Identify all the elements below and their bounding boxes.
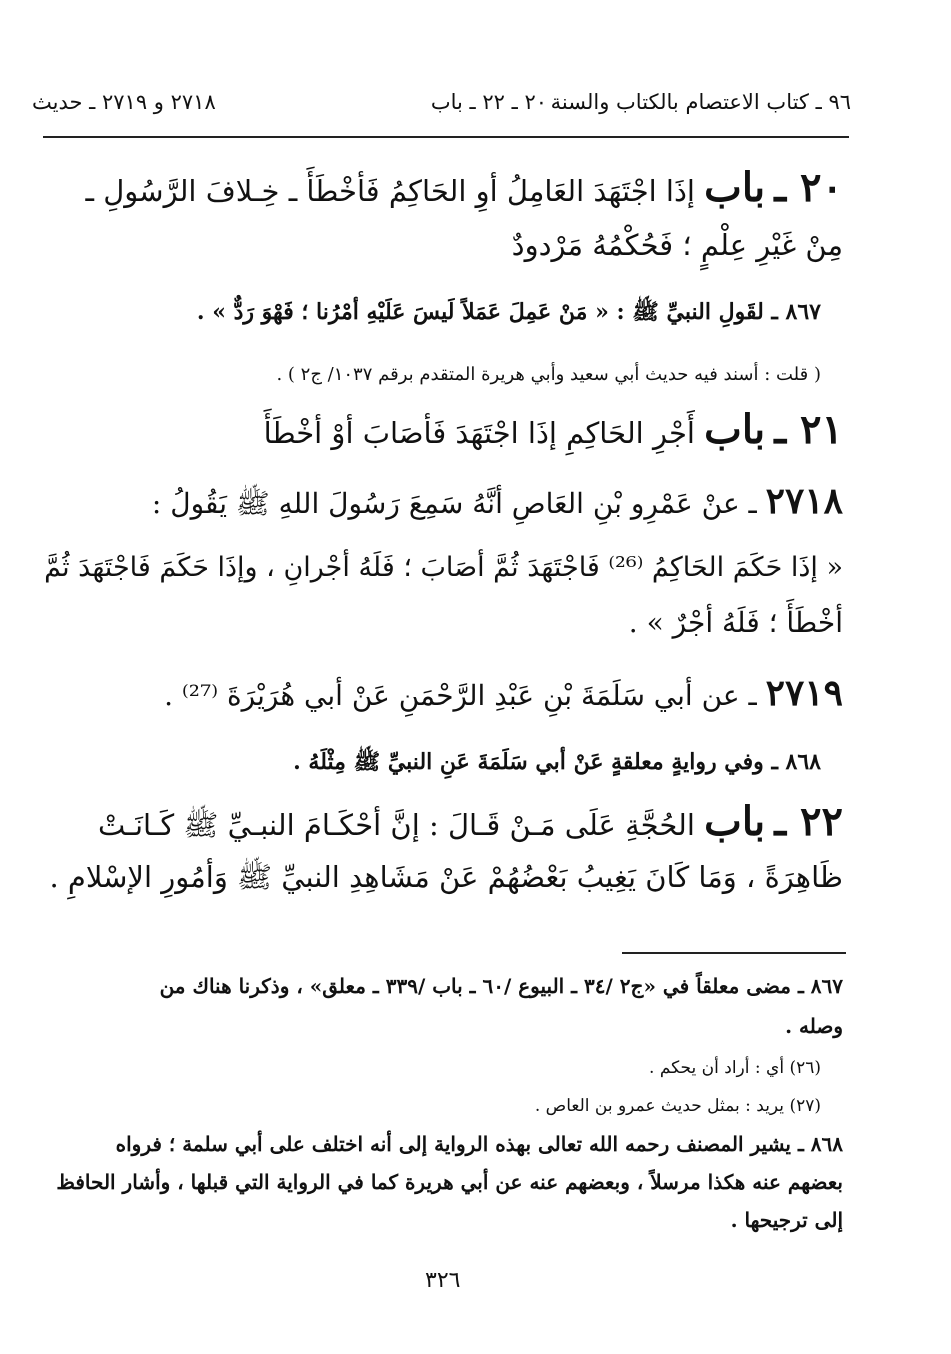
chapter-keyword: باب [704, 798, 766, 845]
note-868: ٨٦٨ ـ وفي روايةٍ معلقةٍ عَنْ أبي سَلَمَةَ عَنِ النبيِّ ﷺ مِثْلَهُ . [293, 749, 821, 775]
hadith-2718-line-2: « إذَا حَكَمَ الحَاكِمُ ⁽²⁶⁾ فَاجْتَهَدَ ثُمَّ أصَابَ ؛ فَلَهُ أجْرانِ ، وإذَا حَكَمَ فَاجْتَهَدَ ثُمَّ [44, 552, 843, 583]
page-number: ٣٢٦ [425, 1268, 461, 1293]
hadith-2719 [164, 672, 843, 714]
hadith-2718-intro [152, 480, 843, 527]
chapter-title: إذَا اجْتَهَدَ العَامِلُ أوِ الحَاكِمُ فَأخْطَأَ ـ خِـلافَ الرَّسُولِ ـ [85, 174, 695, 208]
chapter-22-title-continued: ظَاهِرَةً ، وَمَا كَانَ يَغِيبُ بَعْضُهُمْ عَنْ مَشَاهِدِ النبيِّ ﷺ وَأمُورِ الإسْلامِ . [49, 860, 843, 894]
footnote-868-line-3: إلى ترجيحها . [730, 1208, 843, 1232]
chapter-number: ٢٠ ـ [774, 164, 843, 211]
footnote-868-line-1: ٨٦٨ ـ يشير المصنف رحمه الله تعالى بهذه الرواية إلى أنه اختلف على أبي سلمة ؛ فرواه [115, 1132, 843, 1156]
chapter-keyword: باب [704, 164, 766, 211]
footnote-867-line-1: ٨٦٧ ـ مضى معلقاً في «ج٢ /٣٤ ـ البيوع /٦٠ ـ باب /٣٣٩ ـ معلق» ، وذكرنا هناك من [159, 974, 843, 998]
chapter-number: ٢١ ـ [774, 406, 843, 453]
header-rule [43, 136, 849, 138]
footnote-rule [622, 952, 846, 954]
chapter-keyword: باب [704, 406, 766, 453]
chapter-20-title-continued: مِنْ غَيْرِ عِلْمٍ ؛ فَحُكْمُهُ مَرْدودٌ [511, 228, 843, 262]
hadith-2718-line-3: أخْطَأَ ؛ فَلَهُ أجْرٌ » . [628, 606, 843, 639]
header-hadith-range: ٢٧١٨ و ٢٧١٩ ـ حديث [32, 90, 216, 114]
qult-note: ( قلت : أسند فيه حديث أبي سعيد وأبي هريرة المتقدم برقم ١٠٣٧/ ج٢ ) . [276, 364, 821, 385]
note-867: ٨٦٧ ـ لقَولِ النبيِّ ﷺ : « مَنْ عَمِلَ عَمَلاً لَيسَ عَلَيْهِ أمْرُنا ؛ فَهْوَ رَدٌّ » . [196, 299, 821, 325]
hadith-text: ـ عنْ عَمْرِو بْنِ العَاصِ أنَّهُ سَمِعَ رَسُولَ اللهِ ﷺ يَقُولُ : [151, 487, 757, 520]
footnote-26: (٢٦) أي : أراد أن يحكم . [649, 1058, 821, 1078]
chapter-22-heading [98, 792, 843, 855]
chapter-title: الحُجَّةِ عَلَى مَـنْ قَـالَ : إنَّ أحْكَـامَ النبـيِّ ﷺ كَـانَـتْ [97, 808, 695, 842]
footnote-868-line-2: بعضهم عنه هكذا مرسلاً ، وبعضهم عنه عن أبي هريرة كما في الرواية التي قبلها ، وأشار الحافظ [56, 1170, 843, 1194]
hadith-number: ٢٧١٨ [765, 480, 843, 522]
header-chapter-range: ٢٠ ـ ٢٢ ـ باب [430, 90, 547, 114]
hadith-text: ـ عن أبي سَلَمَةَ بْنِ عَبْدِ الرَّحْمَنِ عَنْ أبي هُرَيْرَةَ ⁽²⁷⁾ . [164, 679, 757, 712]
footnote-27: (٢٧) يريد : بمثل حديث عمرو بن العاص . [534, 1096, 821, 1116]
header-book-title: ٩٦ ـ كتاب الاعتصام بالكتاب والسنة [550, 90, 851, 114]
chapter-20-heading [86, 158, 843, 221]
footnote-867-line-2: وصله . [785, 1014, 843, 1038]
chapter-number: ٢٢ ـ [774, 798, 843, 845]
chapter-title: أَجْرِ الحَاكِمِ إذَا اجْتَهَدَ فَأصَابَ أوْ أخْطَأَ [263, 416, 695, 450]
chapter-21-heading [264, 400, 843, 463]
hadith-number: ٢٧١٩ [765, 672, 843, 714]
